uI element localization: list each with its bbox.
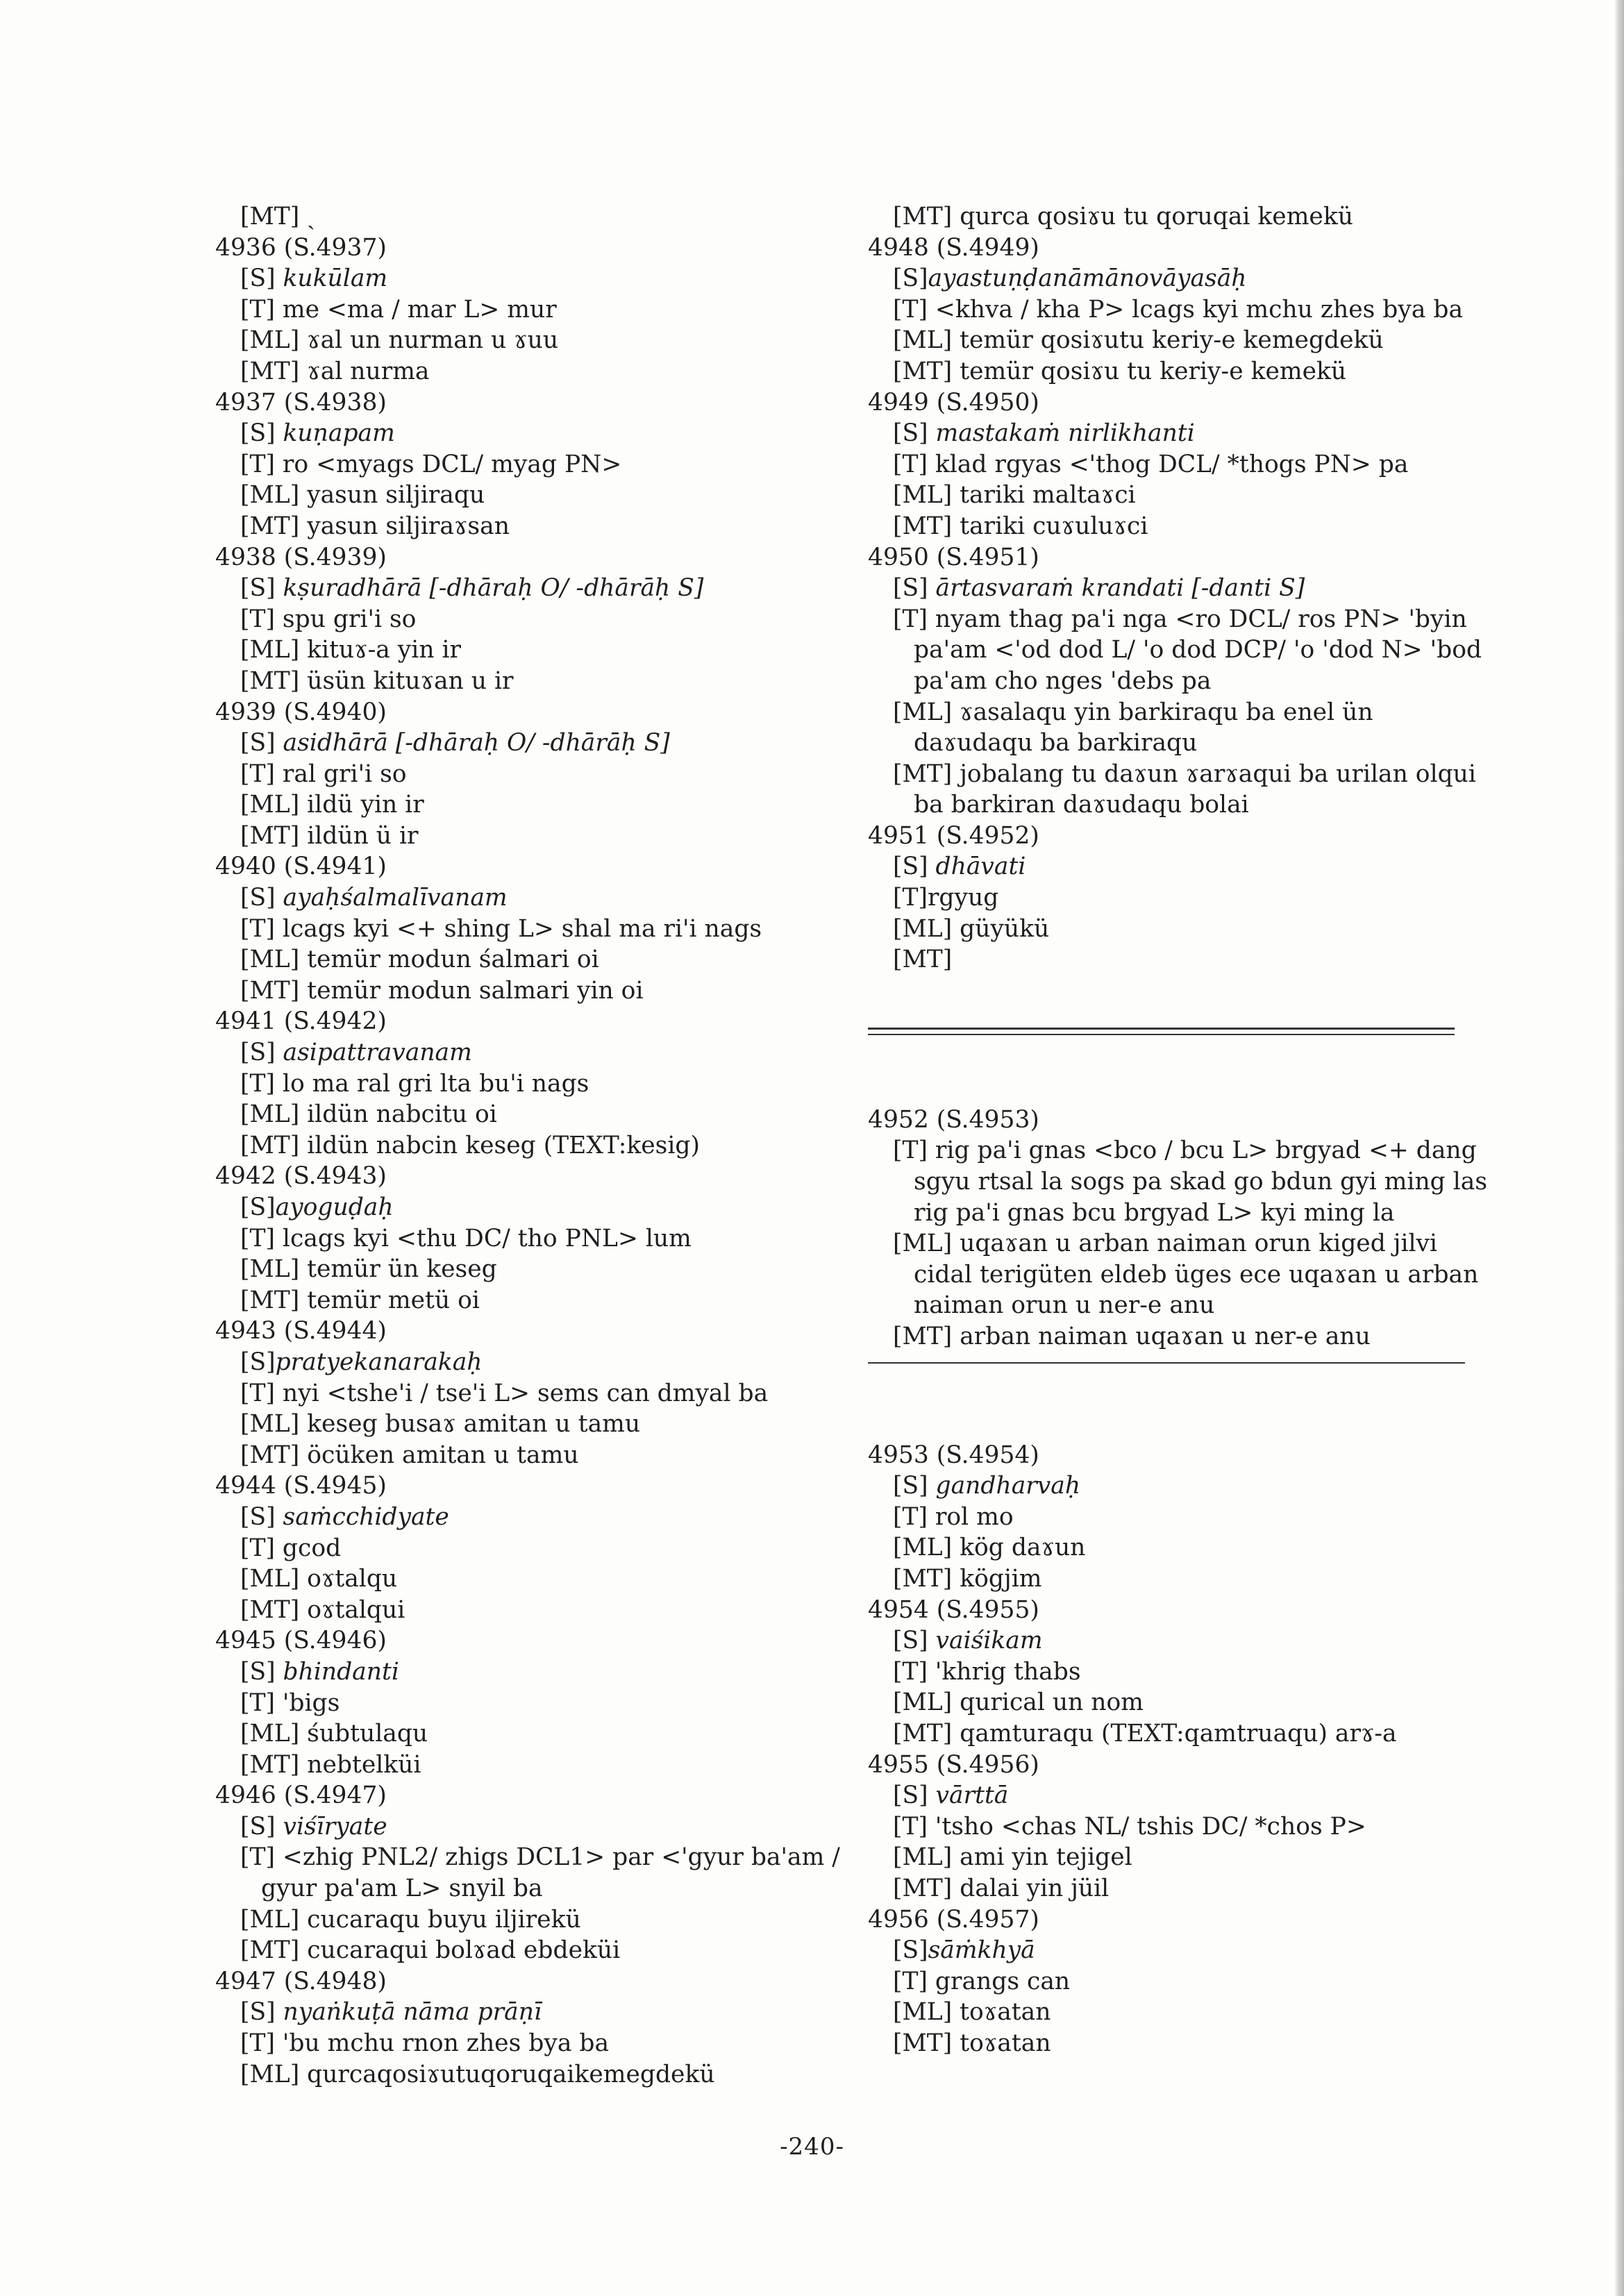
entry-line-t: [T] klad rgyas <'thog DCL/ *thogs PN> pa (893, 450, 1409, 478)
entry-line-mt: [MT] oɤtalqui (240, 1595, 405, 1624)
entry-line-s: [S] kṣuradhārā [-dhāraḥ O/ -dhārāḥ S] (240, 574, 704, 603)
entry-line-t: [T] 'khrig thabs (893, 1657, 1081, 1686)
entry-line-t: [T] me <ma / mar L> mur (240, 295, 557, 324)
entry-line-s: [S] bhindanti (240, 1657, 399, 1686)
entry-line-mt: [MT] ˎ (240, 203, 315, 231)
entry-line-t: [T] gcod (240, 1534, 342, 1562)
entry-head: 4952 (S.4953) (868, 1105, 1039, 1134)
entry-line-ml: [ML] keseg busaɤ amitan u tamu (240, 1410, 641, 1439)
entry-line-mt: [MT] qurca qosiɤu tu qoruqai kemekü (893, 203, 1353, 231)
entry-line-s: [S] ārtasvaraṁ krandati [-danti S] (893, 574, 1305, 603)
entry-line-mt: [MT] toɤatan (893, 2029, 1051, 2057)
entry-line-ml: [ML] ɤasalaqu yin barkiraqu ba enel ün daɤudaqu ba barkiraqu (893, 698, 1373, 757)
entry-head: 4948 (S.4949) (868, 233, 1039, 262)
page-number: -240- (780, 2133, 844, 2161)
entry-line-mt: [MT] kögjim (893, 1564, 1042, 1593)
entry-head: 4954 (S.4955) (868, 1595, 1039, 1624)
entry-line-s: [S] saṁcchidyate (240, 1502, 449, 1531)
entry-line-s: [S] nyaṅkuṭā nāma prāṇī (240, 1998, 542, 2027)
entry-line-mt: [MT] dalai yin jüil (893, 1874, 1110, 1902)
entry-line-ml: [ML] toɤatan (893, 1998, 1051, 2027)
entry-line-mt: [MT] nebtelküi (240, 1750, 421, 1779)
entry-line-ml: [ML] oɤtalqu (240, 1565, 398, 1593)
entry-line-t: [T] grangs can (893, 1967, 1071, 1995)
entry-head: 4936 (S.4937) (215, 233, 387, 262)
entry-line-s: [S] vaiśikam (893, 1627, 1043, 1655)
entry-line-t: [T] spu gri'i so (240, 605, 417, 633)
entry-line-mt: [MT] arban naiman uqaɤan u ner-e anu (893, 1323, 1371, 1350)
entry-line-t: [T] 'bigs (240, 1689, 340, 1717)
entry-head: 4939 (S.4940) (215, 698, 387, 726)
entry-head: 4941 (S.4942) (215, 1007, 387, 1036)
entry-line-ml: [ML] uqaɤan u arban naiman orun kiged jilvi cidal terigüten eldeb üges ece uqaɤan u arban naiman orun u ner-e anu (893, 1230, 1479, 1320)
entry-line-ml: [ML] cucaraqu buyu iljirekü (240, 1905, 581, 1934)
entry-line-ml: [ML] temür modun śalmari oi (240, 946, 599, 974)
entry-line-mt: [MT] (893, 946, 953, 974)
entry-head: 4938 (S.4939) (215, 543, 387, 571)
entry-head: 4949 (S.4950) (868, 388, 1039, 417)
entry-line-s: [S]pratyekanarakaḥ (240, 1348, 483, 1376)
entry-line-ml: [ML] kög daɤun (893, 1534, 1086, 1562)
entry-line-mt: [MT] temür modun salmari yin oi (240, 976, 644, 1005)
entry-line-t: [T] rig pa'i gnas <bco / bcu L> brgyad <+ dang sgyu rtsal la sogs pa skad go bdun gyi ming las rig pa'i gnas bcu brgyad L> kyi ming la (893, 1137, 1488, 1227)
entry-line-ml: [ML] ildün nabcitu oi (240, 1100, 497, 1129)
entry-line-mt: [MT] ildün ü ir (240, 821, 419, 850)
entry-head: 4950 (S.4951) (868, 543, 1039, 571)
single-rule (868, 1362, 1465, 1423)
entry-line-s: [S] mastakaṁ nirlikhanti (893, 419, 1195, 448)
entry-line-ml: [ML] temür qosiɤutu keriy-e kemegdekü (893, 326, 1384, 355)
entry-line-ml: [ML] qurcaqosiɤutuqoruqaikemegdekü (240, 2060, 715, 2088)
entry-line-s: [S]sāṁkhyā (893, 1936, 1035, 1965)
entry-line-s: [S] kuṇapam (240, 419, 395, 448)
entry-line-s: [S] asidhārā [-dhāraḥ O/ -dhārāḥ S] (240, 729, 670, 757)
entry-line-t: [T] <zhig PNL2/ zhigs DCL1> par <'gyur ba'am / gyur pa'am L> snyil ba (240, 1843, 840, 1903)
entry-line-t: [T] lcags kyi <+ shing L> shal ma ri'i nags (240, 914, 762, 943)
entry-line-t: [T] <khva / kha P> lcags kyi mchu zhes bya ba (893, 295, 1464, 324)
entry-line-mt: [MT] qamturaqu (TEXT:qamtruaqu) arɤ-a (893, 1719, 1397, 1748)
entry-line-ml: [ML] yasun siljiraqu (240, 481, 485, 510)
entry-head: 4947 (S.4948) (215, 1967, 387, 1995)
page-binding-edge (1614, 0, 1624, 2296)
entry-head: 4937 (S.4938) (215, 388, 387, 417)
entry-line-ml: [ML] kituɤ-a yin ir (240, 636, 462, 664)
entry-head: 4945 (S.4946) (215, 1627, 387, 1655)
entry-head: 4946 (S.4947) (215, 1782, 387, 1810)
entry-line-t: [T] rol mo (893, 1502, 1014, 1531)
entry-line-t: [T] lo ma ral gri lta bu'i nags (240, 1069, 589, 1098)
entry-line-t: [T] 'bu mchu rnon zhes bya ba (240, 2029, 610, 2058)
entry-line-ml: [ML] güyükü (893, 914, 1050, 943)
entry-line-s: [S] viśīryate (240, 1812, 387, 1841)
entry-line-t: [T] nyam thag pa'i nga <ro DCL/ ros PN> 'byin pa'am <'od dod L/ 'o dod DCP/ 'o 'dod N> 'bod pa'am cho nges 'debs pa (893, 605, 1482, 695)
left-column (215, 201, 840, 2090)
entry-head: 4951 (S.4952) (868, 821, 1039, 850)
entry-line-mt: [MT] ɤal nurma (240, 357, 430, 385)
entry-line-mt: [MT] tariki cuɤuluɤci (893, 512, 1148, 540)
entry-line-s: [S]ayastuṇḍanāmānovāyasāḥ (893, 265, 1247, 293)
entry-line-t: [T]rgyug (893, 884, 999, 912)
entry-head: 4942 (S.4943) (215, 1162, 387, 1191)
entry-line-mt: [MT] yasun siljiraɤsan (240, 512, 510, 540)
entry-line-s: [S] ayaḥśalmalīvanam (240, 884, 508, 912)
entry-line-mt: [MT] ildün nabcin keseg (TEXT:kesig) (240, 1131, 700, 1159)
entry-line-ml: [ML] śubtulaqu (240, 1720, 428, 1748)
double-rule (868, 1028, 1455, 1030)
entry-line-s: [S] gandharvaḥ (893, 1472, 1081, 1500)
entry-line-t: [T] 'tsho <chas NL/ tshis DC/ *chos P> (893, 1812, 1366, 1841)
entry-line-mt: [MT] cucaraqui bolɤad ebdeküi (240, 1936, 621, 1965)
entry-line-t: [T] nyi <tshe'i / tse'i L> sems can dmyal ba (240, 1379, 769, 1407)
entry-line-ml: [ML] qurical un nom (893, 1689, 1144, 1717)
section-separator (868, 975, 1493, 1066)
entry-head: 4944 (S.4945) (215, 1472, 387, 1500)
entry-line-s: [S] kukūlam (240, 265, 388, 293)
entry-head: 4955 (S.4956) (868, 1750, 1039, 1779)
entry-line-ml: [ML] tariki maltaɤci (893, 481, 1136, 510)
entry-line-ml: [ML] ɤal un nurman u ɤuu (240, 326, 559, 355)
entry-line-mt: [MT] jobalang tu daɤun ɤarɤaqui ba urilan olqui ba barkiran daɤudaqu bolai (893, 760, 1476, 819)
entry-line-s: [S] dhāvati (893, 853, 1026, 881)
entry-line-s: [S] vārttā (893, 1782, 1009, 1810)
entry-line-t: [T] ral gri'i so (240, 760, 407, 788)
entry-line-t: [T] lcags kyi <thu DC/ tho PNL> lum (240, 1224, 692, 1252)
entry-line-ml: [ML] ami yin tejigel (893, 1843, 1132, 1872)
entry-line-ml: [ML] ildü yin ir (240, 791, 424, 819)
entry-head: 4953 (S.4954) (868, 1441, 1039, 1469)
entry-line-mt: [MT] öcüken amitan u tamu (240, 1441, 579, 1469)
right-column (868, 201, 1493, 2059)
entry-line-t: [T] ro <myags DCL/ myag PN> (240, 450, 622, 478)
entry-head: 4943 (S.4944) (215, 1317, 387, 1346)
entry-head: 4940 (S.4941) (215, 853, 387, 881)
entry-head: 4956 (S.4957) (868, 1905, 1039, 1934)
entry-line-mt: [MT] temür qosiɤu tu keriy-e kemekü (893, 357, 1347, 385)
entry-line-s: [S] asipattravanam (240, 1039, 472, 1067)
entry-line-mt: [MT] üsün kituɤan u ir (240, 667, 514, 695)
entry-line-ml: [ML] temür ün keseg (240, 1255, 497, 1284)
entry-line-mt: [MT] temür metü oi (240, 1286, 480, 1314)
entry-line-s: [S]ayoguḍaḥ (240, 1193, 394, 1221)
